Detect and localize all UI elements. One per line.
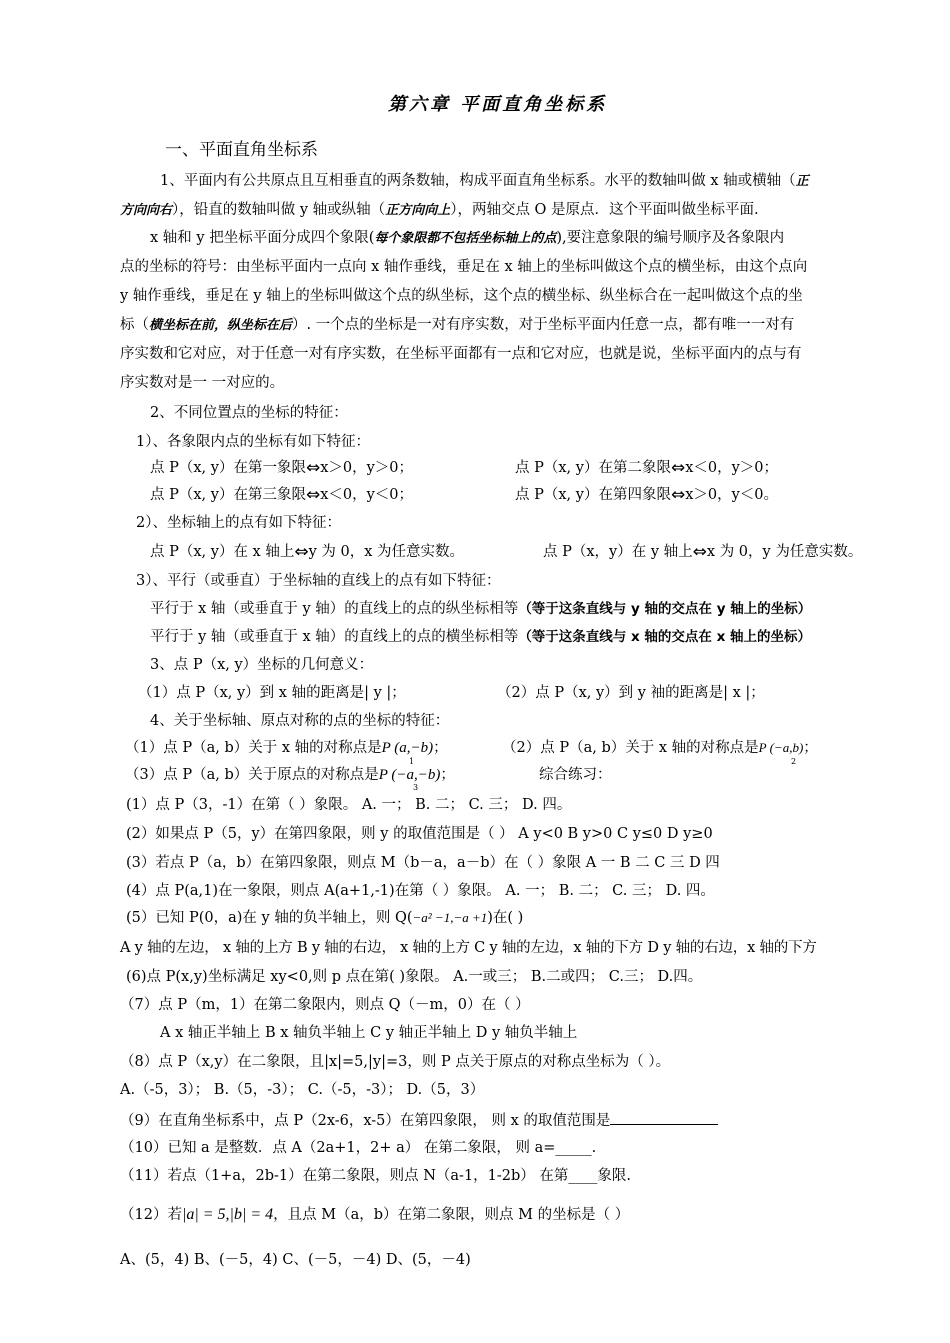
exercise-line: (5）已知 P(0，a)在 y 轴的负半轴上，则 Q(−a² −1,−a +1)在( ) xyxy=(126,910,524,926)
paragraph-line: 方向向右），铅直的数轴叫做 y 轴或纵轴（正方向向上），两轴交点 O 是原点．这个平面叫做坐标平面. xyxy=(120,202,759,218)
equivalence-arrow-icon: ⇔ xyxy=(670,458,686,478)
quadrant-rule: 点 P（x, y）在第四象限⇔x＞0，y＜0。 xyxy=(515,485,779,505)
practice-heading: 综合练习： xyxy=(539,767,612,783)
exercise-line: (1）点 P（3，-1）在第（ ）象限。 A. 一； B. 二； C. 三； D. 四。 xyxy=(126,797,572,813)
exercise-options: A x 轴正半轴上 B x 轴负半轴上 C y 轴正半轴上 D y 轴负半轴上 xyxy=(160,1025,578,1041)
symmetry-rule: （3）点 P（a, b）关于原点的对称点是P (−a,−b)； xyxy=(125,767,455,783)
paragraph-line: 标（横坐标在前，纵坐标在后）. 一个点的坐标是一对有序实数，对于坐标平面内任意一点，都有唯一一对有 xyxy=(120,317,795,333)
quadrant-rule: 点 P（x, y）在第三象限⇔x＜0，y＜0； xyxy=(150,485,414,505)
exercise-line: (4）点 P(a,1)在一象限，则点 A(a+1,-1)在第（ ）象限。 A. 一； B. 二； C. 三； D. 四。 xyxy=(126,883,715,899)
equivalence-arrow-icon: ⇔ xyxy=(305,485,321,505)
symmetry-rule: （1）点 P（a, b）关于 x 轴的对称点是P (a,−b)； xyxy=(125,740,448,756)
paragraph-line: x 轴和 y 把坐标平面分成四个象限(每个象限都不包括坐标轴上的点),要注意象限的编号顺序及各象限内 xyxy=(150,230,785,246)
subsection-heading: 4、关于坐标轴、原点对称的点的坐标的特征： xyxy=(150,713,450,729)
subsection-heading: 3、点 P（x, y）坐标的几何意义： xyxy=(150,657,374,673)
axis-rule: 点 P（x，y）在 y 轴上⇔x 为 0，y 为任意实数。 xyxy=(543,542,863,562)
distance-rule: （2）点 P（x, y）到 y 袖的距离是| x |； xyxy=(497,685,765,701)
paragraph-line: y 轴作垂线，垂足在 y 轴上的坐标叫做这个点的纵坐标，这个点的横坐标、纵坐标合在一起叫做这个点的坐 xyxy=(120,288,803,304)
paragraph-line: 1、平面内有公共原点且互相垂直的两条数轴，构成平面直角坐标系。水平的数轴叫做 x 轴或横轴（正 xyxy=(160,173,809,189)
paragraph-line: 序实数和它对应，对于任意一对有序实数，在坐标平面都有一点和它对应，也就是说，坐标平面内的点与有 xyxy=(120,346,802,362)
exercise-line: （11）若点（1+a，2b-1）在第二象限，则点 N（a-1，1-2b） 在第____象限. xyxy=(120,1168,632,1184)
subsection-heading: 2、不同位置点的坐标的特征： xyxy=(150,405,348,421)
exercise-line: （9）在直角坐标系中，点 P（2x-6，x-5）在第四象限， 则 x 的取值范围是 xyxy=(120,1112,718,1129)
symmetry-rule: （2）点 P（a, b）关于 x 轴的对称点是P (−a,b)； xyxy=(502,740,818,756)
equivalence-arrow-icon: ⇔ xyxy=(294,542,309,562)
exercise-line: （8）点 P（x,y）在二象限，且|x|=5,|y|=3，则 P 点关于原点的对称点坐标为（ ）。 xyxy=(120,1054,671,1070)
exercise-line: (3）若点 P（a，b）在第四象限，则点 M（b－a，a－b）在（ ）象限 A 一 B 二 C 三 D 四 xyxy=(126,855,720,871)
exercise-line: （7）点 P（m，1）在第二象限内，则点 Q（－m，0）在（ ） xyxy=(120,997,530,1013)
exercise-options: A.（-5，3）； B.（5，-3）； C.（-5，-3）； D.（5，3） xyxy=(120,1082,485,1098)
subsection-heading: 2）、坐标轴上的点有如下特征： xyxy=(136,515,341,531)
subsection-heading: 1）、各象限内点的坐标有如下特征： xyxy=(136,434,370,450)
equivalence-arrow-icon: ⇔ xyxy=(305,458,321,478)
subscript-mark: 2 xyxy=(791,757,797,766)
distance-rule: （1）点 P（x, y）到 x 轴的距离是| y |； xyxy=(138,685,406,701)
quadrant-rule: 点 P（x, y）在第二象限⇔x＜0，y＞0； xyxy=(515,458,779,478)
exercise-options: A、(5，4) B、(－5，4) C、(－5，－4) D、(5，－4) xyxy=(120,1252,471,1268)
axis-rule: 点 P（x, y）在 x 轴上⇔y 为 0，x 为任意实数。 xyxy=(150,542,465,562)
subscript-mark: 3 xyxy=(413,783,419,792)
paragraph-line: 点的坐标的符号：由坐标平面内一点向 x 轴作垂线，垂足在 x 轴上的坐标叫做这个点的横坐标，由这个点向 xyxy=(120,259,808,275)
answer-blank xyxy=(610,1112,718,1125)
exercise-line: （12）若|a| = 5,|b| = 4，且点 M（a，b）在第二象限，则点 M 的坐标是（ ） xyxy=(120,1206,630,1223)
equivalence-arrow-icon: ⇔ xyxy=(670,485,686,505)
exercise-line: （10）已知 a 是整数．点 A（2a+1，2+ a） 在第二象限， 则 a=_____. xyxy=(120,1140,597,1156)
section-heading: 一、平面直角坐标系 xyxy=(165,140,318,160)
quadrant-rule: 点 P（x, y）在第一象限⇔x＞0，y＞0； xyxy=(150,458,414,478)
exercise-line: (6)点 P(x,y)坐标满足 xy<0,则 p 点在第( )象限。 A.一或三； B.二或四； C.三； D.四。 xyxy=(126,969,703,985)
subsection-heading: 3）、平行（或垂直）于坐标轴的直线上的点有如下特征： xyxy=(136,573,501,589)
parallel-rule: 平行于 y 轴（或垂直于 x 轴）的直线上的点的横坐标相等（等于这条直线与 x 轴的交点在 x 轴上的坐标） xyxy=(150,629,812,645)
paragraph-line: 序实数对是一 一对应的。 xyxy=(120,375,285,391)
equivalence-arrow-icon: ⇔ xyxy=(692,542,707,562)
subscript-mark: 1 xyxy=(409,757,415,766)
exercise-line: (2）如果点 P（5，y）在第四象限，则 y 的取值范围是（ ） A y<0 B y>0 C y≤0 D y≥0 xyxy=(126,826,713,842)
exercise-options: A y 轴的左边， x 轴的上方 B y 轴的右边， x 轴的上方 C y 轴的左边，x 轴的下方 D y 轴的右边，x 轴的下方 xyxy=(120,940,817,956)
parallel-rule: 平行于 x 轴（或垂直于 y 轴）的直线上的点的纵坐标相等（等于这条直线与 y 轴的交点在 y 轴上的坐标） xyxy=(150,601,812,617)
chapter-title: 第六章 平面直角坐标系 xyxy=(388,94,608,115)
